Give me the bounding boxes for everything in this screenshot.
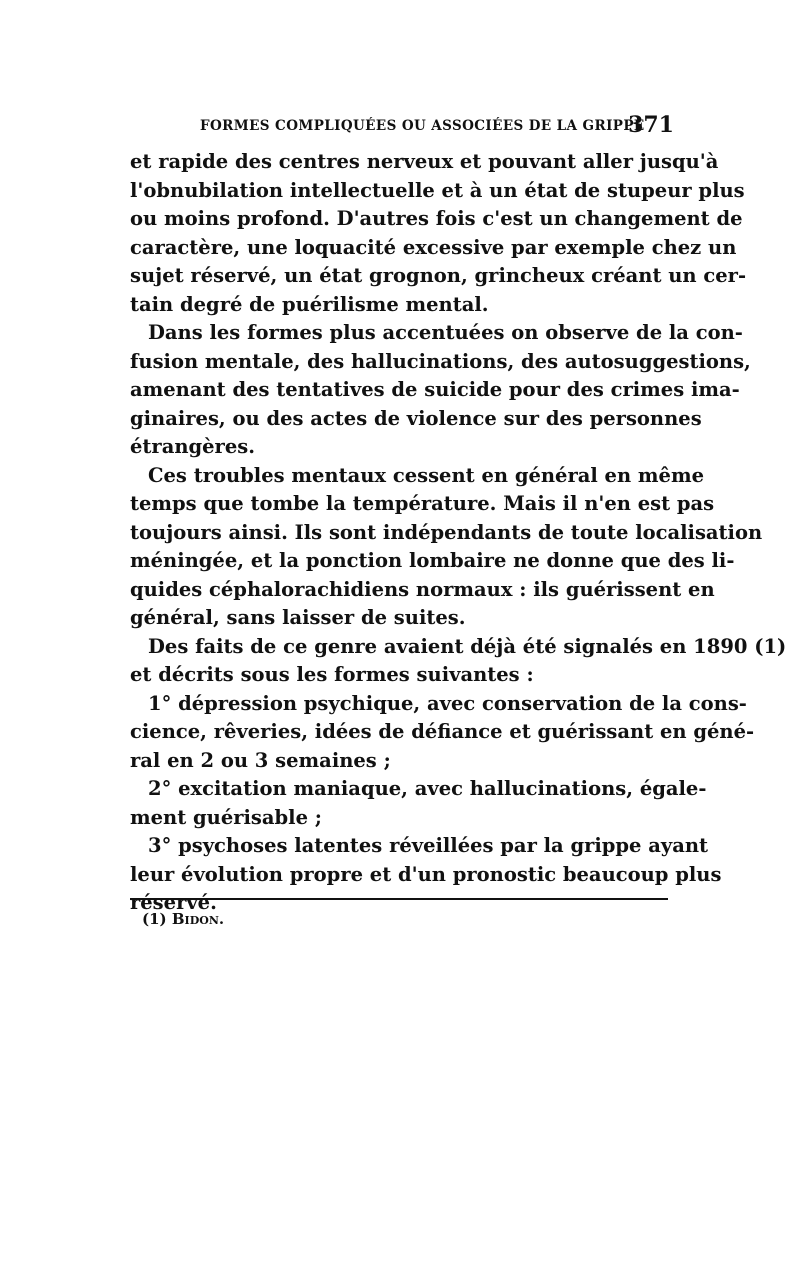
footnote-divider xyxy=(130,898,668,900)
list-item-1-line: ral en 2 ou 3 semaines ; xyxy=(130,748,391,772)
footnote-author: Bidon. xyxy=(171,910,225,928)
list-item-3-line: 3° psychoses latentes réveillées par la grippe ayant xyxy=(148,834,709,857)
paragraph-3-line: Ces troubles mentaux cessent en général en même xyxy=(148,463,704,487)
paragraph-2-line: amenant des tentatives de suicide pour des crimes ima- xyxy=(130,378,740,401)
paragraph-1-line: sujet réservé, un état grognon, grincheux créant un cer- xyxy=(130,264,747,287)
paragraph-4-line: Des faits de ce genre avaient déjà été signalés en 1890 (1) xyxy=(148,634,787,658)
body-text xyxy=(130,148,787,918)
paragraph-2-line: Dans les formes plus accentuées on observe de la con- xyxy=(148,321,743,344)
running-title: FORMES COMPLIQUÉES OU ASSOCIÉES DE LA GRIPPE xyxy=(200,118,645,134)
list-item-2-line: ment guérisable ; xyxy=(130,805,322,829)
paragraph-3-line: général, sans laisser de suites. xyxy=(130,606,466,629)
paragraph-1-line: tain degré de puérilisme mental. xyxy=(130,292,489,316)
paragraph-1-line: et rapide des centres nerveux et pouvant aller jusqu'à xyxy=(130,150,719,173)
paragraph-1-line: ou moins profond. D'autres fois c'est un changement de xyxy=(130,207,743,230)
page-number: 371 xyxy=(628,112,674,138)
paragraph-2-line: ginaires, ou des actes de violence sur des personnes xyxy=(130,406,702,430)
paragraph-3-line: quides céphalorachidiens normaux : ils guérissent en xyxy=(130,577,715,601)
paragraph-1-line: l'obnubilation intellectuelle et à un état de stupeur plus xyxy=(130,178,745,202)
paragraph-3-line: toujours ainsi. Ils sont indépendants de toute localisation xyxy=(130,520,763,544)
list-item-1-line: 1° dépression psychique, avec conservation de la cons- xyxy=(148,691,747,715)
paragraph-1-line: caractère, une loquacité excessive par exemple chez un xyxy=(130,235,737,259)
footnote xyxy=(142,910,224,928)
list-item-3-line: leur évolution propre et d'un pronostic beaucoup plus xyxy=(130,862,722,886)
footnote-marker: (1) xyxy=(142,910,167,928)
paragraph-2-line: étrangères. xyxy=(130,435,255,458)
paragraph-3-line: temps que tombe la température. Mais il n'en est pas xyxy=(130,492,715,515)
list-item-3-line: réservé. xyxy=(130,891,217,914)
running-head xyxy=(200,112,674,142)
paragraph-2-line: fusion mentale, des hallucinations, des autosuggestions, xyxy=(130,349,751,373)
paragraph-4-line: et décrits sous les formes suivantes : xyxy=(130,663,534,686)
list-item-2-line: 2° excitation maniaque, avec hallucinations, égale- xyxy=(148,777,707,800)
paragraph-3-line: méningée, et la ponction lombaire ne donne que des li- xyxy=(130,549,735,572)
list-item-1-line: cience, rêveries, idées de défiance et guérissant en géné- xyxy=(130,720,755,743)
